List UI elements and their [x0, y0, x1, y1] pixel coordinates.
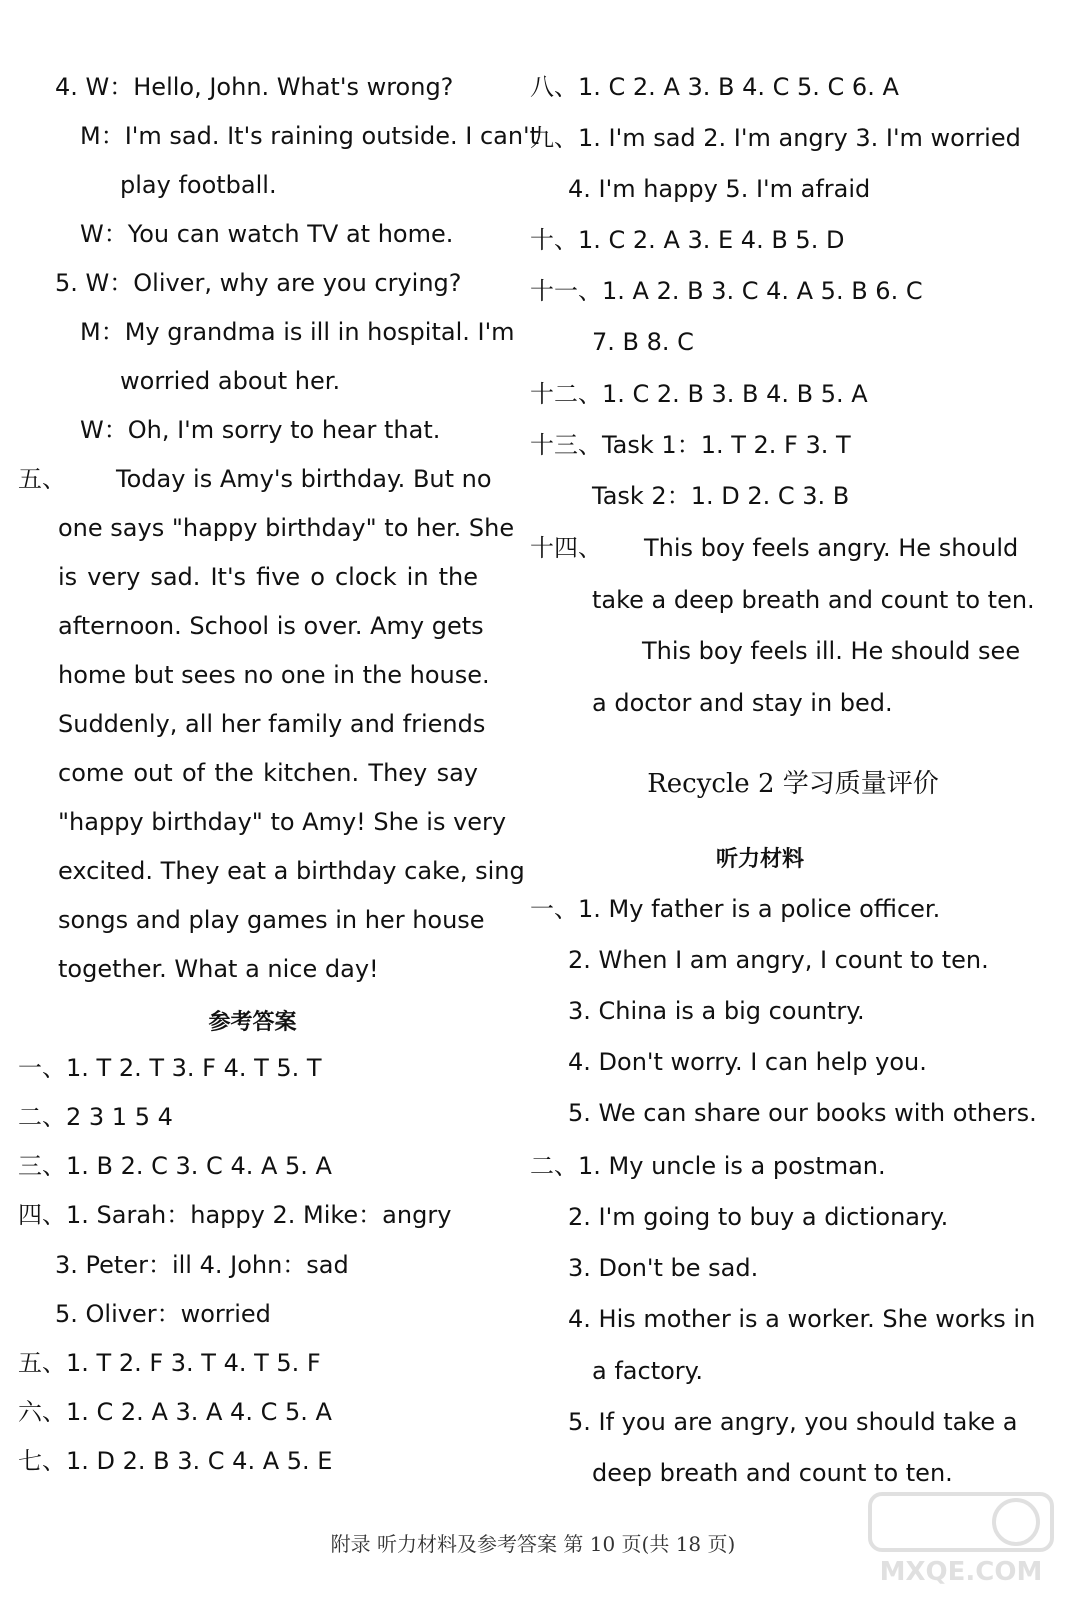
answer-line: 六、1. C 2. A 3. A 4. C 5. A [18, 1398, 332, 1426]
answer-line: 十三、Task 1：1. T 2. F 3. T [530, 431, 851, 459]
answer-line: 一、1. T 2. T 3. F 4. T 5. T [18, 1054, 322, 1082]
dialog-line: M：My grandma is ill in hospital. I'm [80, 318, 515, 346]
answer-line: 7. B 8. C [592, 328, 694, 356]
unit-title: Recycle 2 学习质量评价 [647, 769, 939, 799]
watermark-text: MXQE.COM [879, 1557, 1043, 1587]
passage-line: excited. They eat a birthday cake, sing [58, 857, 525, 885]
answer-line: 四、1. Sarah：happy 2. Mike：angry [18, 1201, 452, 1229]
listening-line: 4. Don't worry. I can help you. [568, 1048, 927, 1076]
dialog-line: M：I'm sad. It's raining outside. I can't [80, 122, 540, 150]
passage-line: home but sees no one in the house. [58, 661, 490, 689]
passage-line: Suddenly, all her family and friends [58, 710, 486, 738]
passage-line: one says "happy birthday" to her. She [58, 514, 515, 542]
listening-heading: 听力材料 [715, 847, 804, 872]
listening-line: 4. His mother is a worker. She works in [568, 1305, 1036, 1333]
listening-line: 2. When I am angry, I count to ten. [568, 946, 989, 974]
answer-line: 七、1. D 2. B 3. C 4. A 5. E [18, 1447, 333, 1475]
answer-line: 五、1. T 2. F 3. T 4. T 5. F [18, 1349, 321, 1377]
page-footer: 附录 听力材料及参考答案 第 10 页(共 18 页) [330, 1532, 736, 1556]
answer-line: Task 2：1. D 2. C 3. B [592, 482, 850, 510]
listening-line: deep breath and count to ten. [592, 1459, 953, 1487]
listening-line: 3. China is a big country. [568, 997, 865, 1025]
section14-line: This boy feels ill. He should see [642, 637, 1021, 665]
answer-line: 4. I'm happy 5. I'm afraid [568, 175, 871, 203]
section-marker: 十四、 [530, 534, 602, 562]
answer-line: 十一、1. A 2. B 3. C 4. A 5. B 6. C [530, 277, 923, 305]
passage-line: Today is Amy's birthday. But no [116, 465, 492, 493]
listening-line: 5. We can share our books with others. [568, 1099, 1037, 1127]
section14-line: a doctor and stay in bed. [592, 689, 893, 717]
listening-line: 5. If you are angry, you should take a [568, 1408, 1018, 1436]
listening-line: 3. Don't be sad. [568, 1254, 759, 1282]
passage-line: is very sad. It's five o clock in the [58, 563, 478, 591]
answer-line: 3. Peter：ill 4. John：sad [55, 1251, 349, 1279]
dialog-line: 5. W：Oliver, why are you crying? [55, 269, 462, 297]
dialog-line: worried about her. [120, 367, 341, 395]
listening-line: 2. I'm going to buy a dictionary. [568, 1203, 949, 1231]
section-marker: 五、 [18, 465, 66, 493]
dialog-line: W：Oh, I'm sorry to hear that. [80, 416, 441, 444]
section14-line: take a deep breath and count to ten. [592, 586, 1035, 614]
passage [58, 455, 525, 994]
passage-line: together. What a nice day! [58, 955, 379, 983]
dialog-line: 4. W：Hello, John. What's wrong? [55, 73, 454, 101]
answer-line: 十二、1. C 2. B 3. B 4. B 5. A [530, 380, 868, 408]
answers-heading: 参考答案 [208, 1010, 297, 1035]
listening-line: 一、1. My father is a police officer. [530, 895, 941, 923]
answer-line: 八、1. C 2. A 3. B 4. C 5. C 6. A [530, 73, 899, 101]
watermark-logo [866, 1490, 1056, 1590]
listening-line: a factory. [592, 1357, 704, 1385]
passage-line: afternoon. School is over. Amy gets [58, 612, 484, 640]
section14-line: This boy feels angry. He should [644, 534, 1019, 562]
passage-line: come out of the kitchen. They say [58, 759, 478, 787]
dialog-line: play football. [120, 171, 277, 199]
passage-line: songs and play games in her house [58, 906, 485, 934]
answer-line: 十、1. C 2. A 3. E 4. B 5. D [530, 226, 845, 254]
answer-line: 二、2 3 1 5 4 [18, 1103, 173, 1131]
passage-line: "happy birthday" to Amy! She is very [58, 808, 507, 836]
answer-line: 九、1. I'm sad 2. I'm angry 3. I'm worried [530, 124, 1021, 152]
listening-line: 二、1. My uncle is a postman. [530, 1152, 886, 1180]
answer-line: 5. Oliver：worried [55, 1300, 271, 1328]
answer-line: 三、1. B 2. C 3. C 4. A 5. A [18, 1152, 332, 1180]
dialog-line: W：You can watch TV at home. [80, 220, 454, 248]
